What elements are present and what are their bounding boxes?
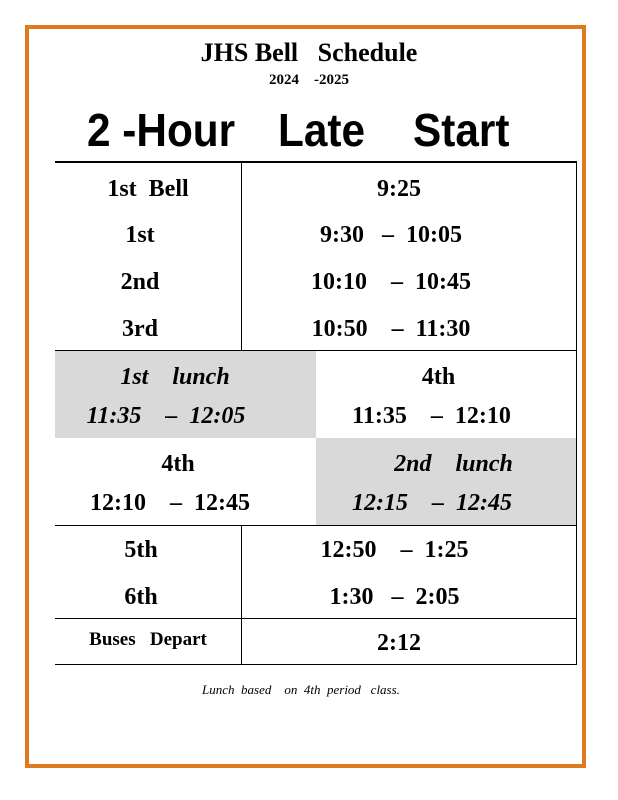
banner-late: Late — [278, 104, 366, 156]
period-time: 1:30 – 2:05 — [329, 584, 460, 610]
first-lunch-label: 1st lunch — [120, 364, 230, 390]
banner-hours: 2 -Hour — [87, 104, 236, 156]
table-bottom-border — [55, 664, 577, 665]
table-divider — [55, 350, 577, 351]
fourth-period-time: 11:35 – 12:10 — [352, 403, 511, 429]
fourth-period-label: 4th — [161, 451, 195, 477]
period-time: 10:10 – 10:45 — [311, 269, 471, 295]
period-label: 1st Bell — [107, 176, 189, 202]
period-time: 12:50 – 1:25 — [320, 537, 469, 563]
period-label: 1st — [125, 222, 155, 248]
first-lunch-time: 11:35 – 12:05 — [86, 403, 246, 429]
period-time: 9:25 — [377, 176, 421, 202]
fourth-period-time: 12:10 – 12:45 — [90, 490, 250, 516]
lunch-footnote: Lunch based on 4th period class. — [202, 682, 400, 697]
buses-depart-time: 2:12 — [377, 630, 421, 656]
table-divider — [55, 618, 577, 619]
schedule-title: JHS Bell Schedule — [200, 38, 418, 67]
second-lunch-label: 2nd lunch — [394, 451, 513, 477]
period-time: 10:50 – 11:30 — [311, 316, 471, 342]
period-label: 6th — [124, 584, 158, 610]
table-divider — [55, 525, 577, 526]
table-right-border — [576, 161, 577, 665]
banner-start: Start — [413, 104, 510, 156]
period-label: 3rd — [122, 316, 158, 342]
school-year: 2024 -2025 — [269, 72, 349, 88]
period-label: 2nd — [120, 269, 160, 295]
fourth-period-label: 4th — [421, 364, 456, 390]
table-top-border — [55, 161, 577, 163]
buses-depart-label: Buses Depart — [89, 629, 207, 650]
second-lunch-time: 12:15 – 12:45 — [352, 490, 512, 516]
period-label: 5th — [124, 537, 158, 563]
period-time: 9:30 – 10:05 — [320, 222, 462, 248]
